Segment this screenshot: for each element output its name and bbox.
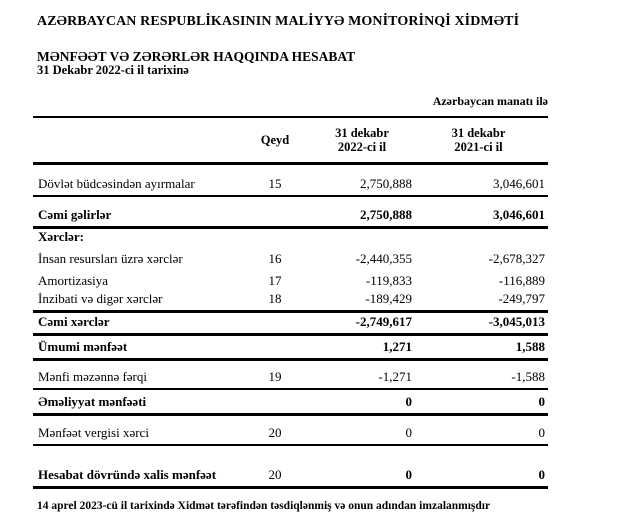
approval-note: 14 aprel 2023-cü il tarixində Xidmət tərəfindən təsdiqlənmiş və onun adından imzalanmışdır <box>37 500 491 512</box>
row-value-2021: 3,046,601 <box>493 176 545 192</box>
row-label: Ümumi mənfəət <box>38 339 128 355</box>
row-value-2022: 0 <box>405 467 412 483</box>
row-note-ref: 16 <box>268 251 282 267</box>
row-value-2021: 0 <box>538 467 545 483</box>
table-row-expenses-section <box>33 229 548 248</box>
row-label: Mənfəət vergisi xərci <box>38 425 149 441</box>
row-value-2022: -2,749,617 <box>355 314 412 330</box>
row-note-ref: 20 <box>268 425 282 441</box>
spacer-row <box>33 446 548 468</box>
report-name: MƏNFƏƏT VƏ ZƏRƏRLƏR HAQQINDA HESABAT <box>37 49 356 64</box>
table-row-admin-expenses <box>33 292 548 313</box>
row-value-2022: 2,750,888 <box>360 176 412 192</box>
section-label: Xərclər: <box>38 229 84 245</box>
row-label: Dövlət büdcəsindən ayırmalar <box>38 176 195 192</box>
row-value-2022: -189,429 <box>365 291 412 307</box>
row-value-2022: -1,271 <box>378 369 412 385</box>
row-value-2021: -1,588 <box>511 369 545 385</box>
row-value-2021: -249,797 <box>498 291 545 307</box>
row-value-2022: 0 <box>405 394 412 410</box>
row-value-2022: -2,440,355 <box>355 251 412 267</box>
table-row-total-income <box>33 197 548 229</box>
table-row-state-budget <box>33 165 548 197</box>
row-note-ref: 18 <box>268 291 282 307</box>
report-date: 31 Dekabr 2022-ci il tarixinə <box>37 63 189 77</box>
row-value-2022: -119,833 <box>365 273 412 289</box>
row-label: Əməliyyat mənfəəti <box>38 394 147 410</box>
row-label: Hesabat dövründə xalis mənfəət <box>38 467 217 483</box>
table-row-total-expenses <box>33 313 548 336</box>
table-header-row <box>33 116 548 165</box>
table-row-gross-profit <box>33 336 548 361</box>
table-row-amortization <box>33 270 548 292</box>
row-value-2022: 0 <box>405 425 412 441</box>
row-label: İnsan resursları üzrə xərclər <box>38 251 183 267</box>
row-value-2021: 3,046,601 <box>493 207 545 223</box>
table-row-operating-profit <box>33 390 548 416</box>
table-row-profit-tax <box>33 416 548 446</box>
currency-note: Azərbaycan manatı ilə <box>432 94 548 108</box>
row-label: İnzibati və digər xərclər <box>38 291 163 307</box>
row-value-2021: 0 <box>538 425 545 441</box>
table-row-net-profit <box>33 468 548 489</box>
row-note-ref: 17 <box>268 273 282 289</box>
document-title: AZƏRBAYCAN RESPUBLİKASININ MALİYYƏ MONİTORİNQİ XİDMƏTİ <box>37 14 520 29</box>
row-label: Cəmi xərclər <box>38 314 110 330</box>
row-value-2021: 1,588 <box>515 339 545 355</box>
row-note-ref: 20 <box>268 467 282 483</box>
row-note-ref: 19 <box>268 369 282 385</box>
row-label: Mənfi məzənnə fərqi <box>38 369 148 385</box>
row-value-2021: -3,045,013 <box>488 314 545 330</box>
table-row-hr-expenses <box>33 248 548 270</box>
row-value-2021: -116,889 <box>498 273 545 289</box>
row-value-2022: 2,750,888 <box>360 207 412 223</box>
header-note-column: Qeyd <box>260 132 290 147</box>
row-label: Cəmi gəlirlər <box>38 207 112 223</box>
header-2021-column: 31 dekabr 2021-ci il <box>451 125 506 154</box>
row-value-2022: 1,271 <box>382 339 412 355</box>
income-statement-table <box>33 116 548 489</box>
row-value-2021: 0 <box>538 394 545 410</box>
row-note-ref: 15 <box>268 176 282 192</box>
row-label: Amortizasiya <box>38 273 109 289</box>
header-2022-column: 31 dekabr 2022-ci il <box>335 125 389 154</box>
table-row-exchange-difference <box>33 361 548 390</box>
row-value-2021: -2,678,327 <box>488 251 545 267</box>
